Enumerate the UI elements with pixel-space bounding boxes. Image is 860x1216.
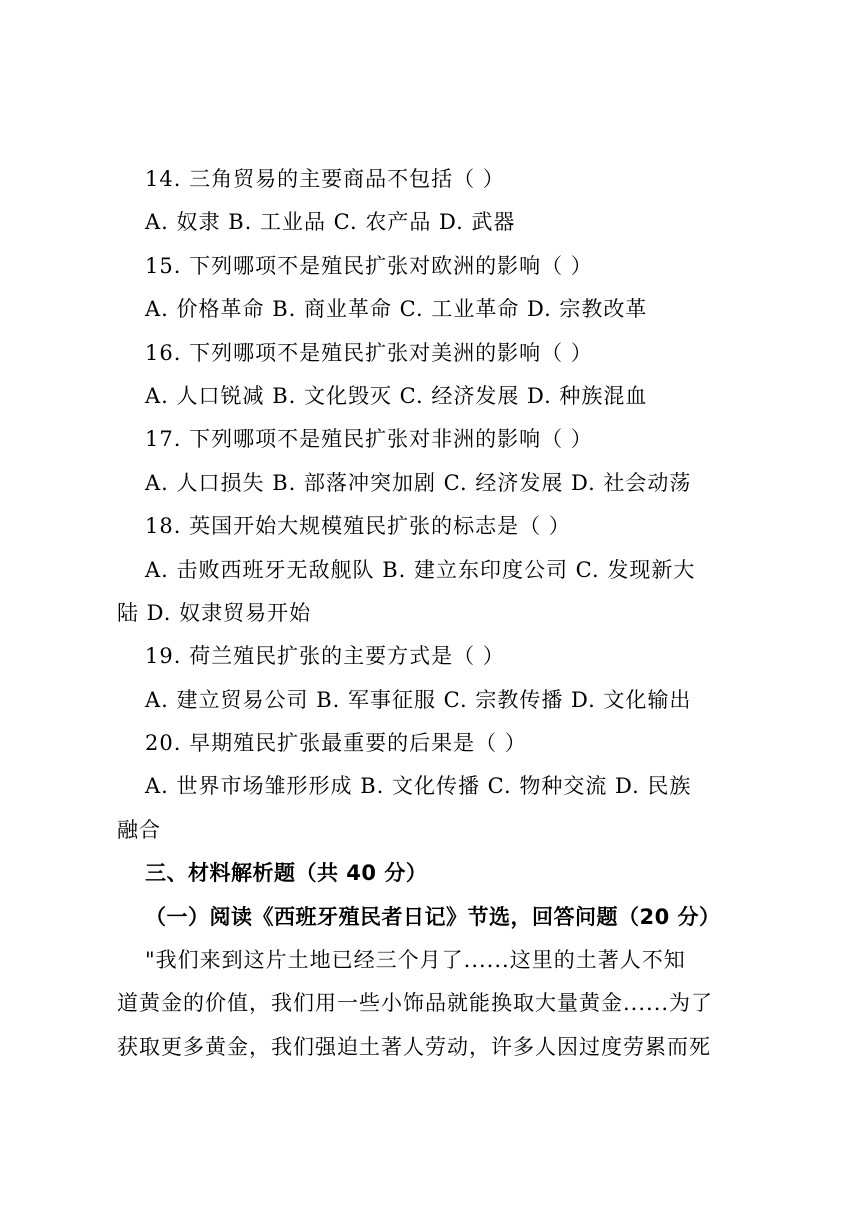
question-14-stem: 14. 三角贸易的主要商品不包括（ ） bbox=[145, 167, 505, 191]
part-one-title: （一）阅读《西班牙殖民者日记》节选，回答问题（20 分） bbox=[145, 904, 721, 929]
passage-line-2: 道黄金的价值，我们用一些小饰品就能换取大量黄金......为了 bbox=[117, 991, 714, 1016]
question-15-options: A. 价格革命 B. 商业革命 C. 工业革命 D. 宗教改革 bbox=[145, 297, 648, 322]
question-20-options-continued: 融合 bbox=[117, 817, 161, 842]
question-16-options: A. 人口锐减 B. 文化毁灭 C. 经济发展 D. 种族混血 bbox=[145, 383, 648, 408]
question-19-stem: 19. 荷兰殖民扩张的主要方式是（ ） bbox=[145, 644, 505, 669]
question-20-options: A. 世界市场雏形形成 B. 文化传播 C. 物种交流 D. 民族 bbox=[145, 774, 692, 799]
passage-line-3: 获取更多黄金，我们强迫土著人劳动，许多人因过度劳累而死 bbox=[117, 1034, 711, 1059]
question-15-stem: 15. 下列哪项不是殖民扩张对欧洲的影响（ ） bbox=[145, 253, 593, 278]
section-three-title: 三、材料解析题（共 40 分） bbox=[145, 861, 428, 886]
passage-line-1: "我们来到这片土地已经三个月了......这里的土著人不知 bbox=[145, 948, 686, 973]
question-18-options-continued: 陆 D. 奴隶贸易开始 bbox=[117, 600, 312, 625]
question-18-stem: 18. 英国开始大规模殖民扩张的标志是（ ） bbox=[145, 514, 571, 539]
document-content bbox=[117, 158, 739, 1069]
question-18-options: A. 击败西班牙无敌舰队 B. 建立东印度公司 C. 发现新大 bbox=[145, 557, 696, 582]
question-16-stem: 16. 下列哪项不是殖民扩张对美洲的影响（ ） bbox=[145, 340, 593, 365]
question-20-stem: 20. 早期殖民扩张最重要的后果是（ ） bbox=[145, 731, 527, 756]
question-17-options: A. 人口损失 B. 部落冲突加剧 C. 经济发展 D. 社会动荡 bbox=[145, 470, 692, 495]
question-14-options: A. 奴隶 B. 工业品 C. 农产品 D. 武器 bbox=[145, 210, 516, 235]
question-19-options: A. 建立贸易公司 B. 军事征服 C. 宗教传播 D. 文化输出 bbox=[145, 687, 692, 712]
question-17-stem: 17. 下列哪项不是殖民扩张对非洲的影响（ ） bbox=[145, 427, 593, 452]
